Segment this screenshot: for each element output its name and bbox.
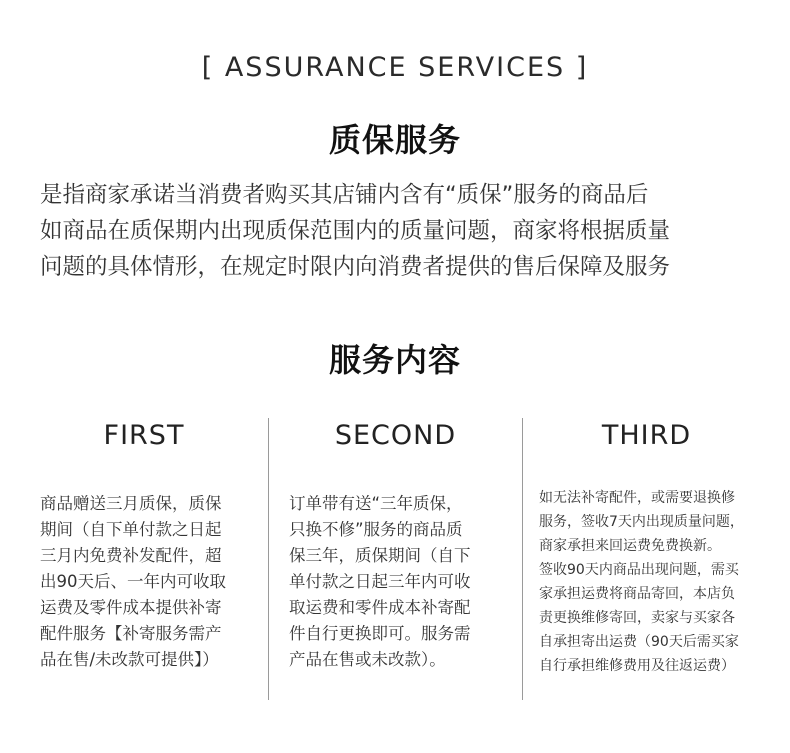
column-line: 订单带有送“三年质保， [289,494,463,513]
column-line: 品在售/未改款可提供】） [40,650,219,669]
column-line: 三月内免费补发配件，超 [40,546,222,565]
column-line: 只换不修”服务的商品质 [289,520,463,539]
intro-line: 如商品在质保期内出现质保范围内的质量问题，商家将根据质量 [40,218,671,244]
column-line: 出90天后、一年内可收取 [40,572,226,591]
column-body [289,491,512,673]
column-line: 商家承担来回运费免费换新。 [539,538,721,554]
column-line: 件自行更换即可。服务需 [289,624,471,643]
section-eyebrow: [ ASSURANCE SERVICES ] [201,52,589,83]
column-heading: THIRD [601,420,692,451]
column-line: 自行承担维修费用及往返运费） [539,658,735,674]
column-line: 责更换维修寄回，卖家与买家各 [539,610,735,626]
column-line: 保三年，质保期间（自下 [289,546,471,565]
column-line: 商品赠送三月质保，质保 [40,494,222,513]
page-title: 质保服务 [328,121,461,159]
column-line: 取运费和零件成本补寄配 [289,598,471,617]
column-second [269,418,522,700]
service-columns [20,418,770,700]
intro-line: 问题的具体情形，在规定时限内向消费者提供的售后保障及服务 [40,254,671,280]
column-line: 产品在售或未改款）。 [289,650,446,669]
column-heading: SECOND [334,420,457,451]
column-line: 期间（自下单付款之日起 [40,520,222,539]
section-title: 服务内容 [328,341,461,379]
column-line: 服务，签收7天内出现质量问题， [539,514,744,530]
column-body [40,491,258,673]
column-line: 运费及零件成本提供补寄 [40,598,222,617]
column-line: 家承担运费将商品寄回，本店负 [539,586,735,602]
column-line: 单付款之日起三年内可收 [289,572,471,591]
column-heading: FIRST [103,420,185,451]
column-line: 如无法补寄配件，或需要退换修 [539,490,735,506]
intro-line: 是指商家承诺当消费者购买其店铺内含有“质保”服务的商品后 [40,182,649,208]
column-line: 签收90天内商品出现问题，需买 [539,562,739,578]
column-third [523,418,770,700]
column-line: 自承担寄出运费（90天后需买家 [539,634,739,650]
column-line: 配件服务【补寄服务需产 [40,624,222,643]
intro-paragraph [40,177,760,285]
column-body [539,486,766,678]
column-first [20,418,268,700]
